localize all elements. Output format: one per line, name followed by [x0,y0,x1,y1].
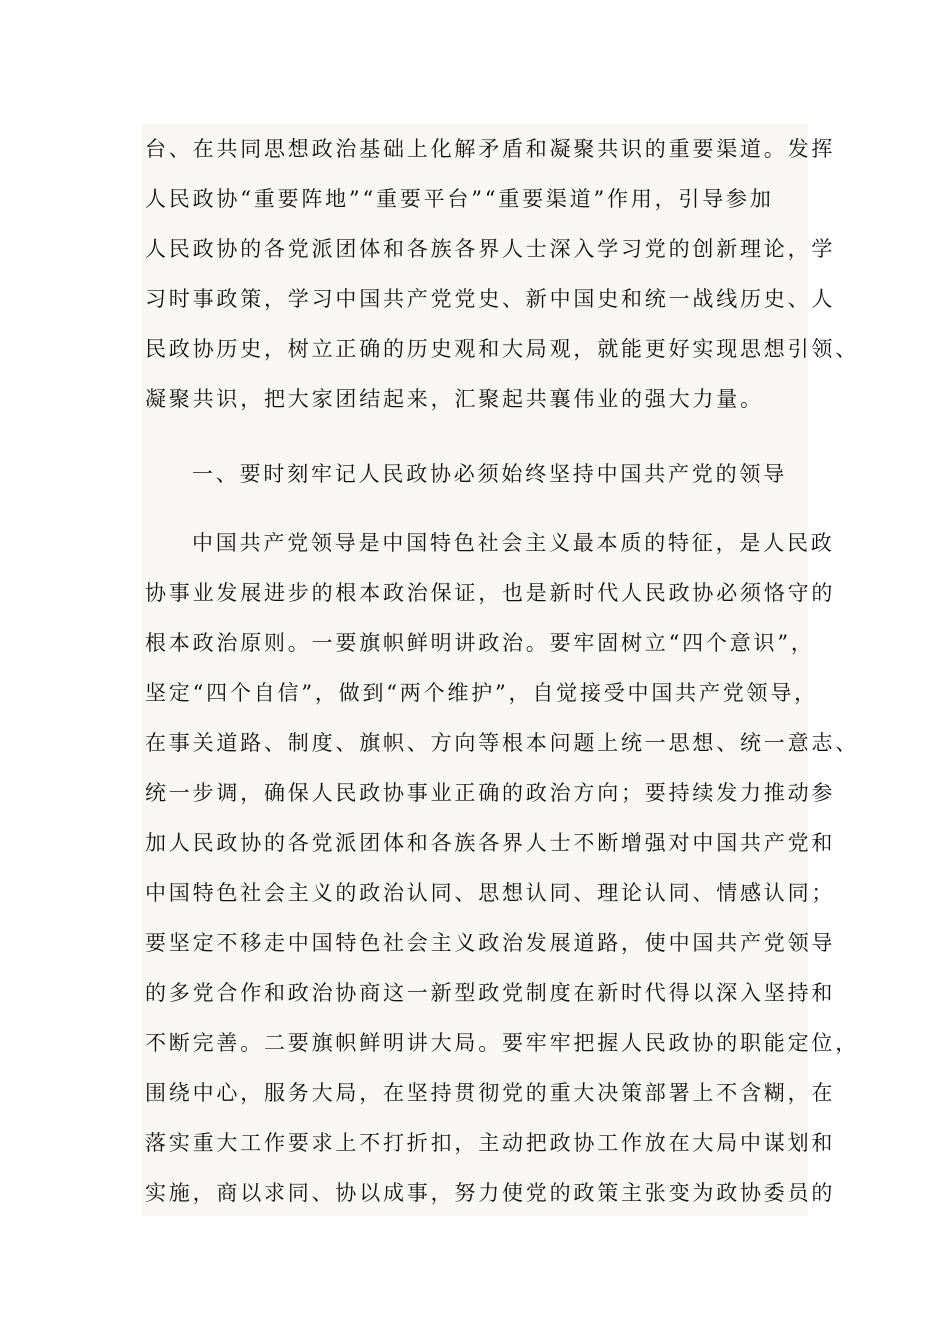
text-line: 凝聚共识，把大家团结起来，汇聚起共襄伟业的强大力量。 [145,387,764,411]
text-line: 协事业发展进步的根本政治保证，也是新时代人民政协必须恪守的 [145,581,836,605]
text-line: 习时事政策，学习中国共产党党史、新中国史和统一战线历史、人 [145,287,836,311]
text-line: 要坚定不移走中国特色社会主义政治发展道路，使中国共产党领导 [145,931,836,955]
text-line: 加人民政协的各党派团体和各族各界人士不断增强对中国共产党和 [145,831,836,855]
section-heading: 一、要时刻牢记人民政协必须始终坚持中国共产党的领导 [192,462,787,486]
text-line: 的多党合作和政治协商这一新型政党制度在新时代得以深入坚持和 [145,981,836,1005]
text-line: 坚定“四个自信”，做到“两个维护”，自觉接受中国共产党领导， [145,681,818,705]
text-line: 围绕中心，服务大局，在坚持贯彻党的重大决策部署上不含糊，在 [145,1081,836,1105]
text-line: 中国特色社会主义的政治认同、思想认同、理论认同、情感认同； [145,881,836,905]
text-line: 台、在共同思想政治基础上化解矛盾和凝聚共识的重要渠道。发挥 [145,137,836,161]
text-line: 人民政协的各党派团体和各族各界人士深入学习党的创新理论，学 [145,237,836,261]
text-line: 不断完善。二要旗帜鲜明讲大局。要牢牢把握人民政协的职能定位， [145,1031,859,1055]
text-line: 统一步调，确保人民政协事业正确的政治方向；要持续发力推动参 [145,781,836,805]
text-line: 人民政协“重要阵地”“重要平台”“重要渠道”作用，引导参加 [145,187,774,211]
text-line: 落实重大工作要求上不打折扣，主动把政协工作放在大局中谋划和 [145,1131,836,1155]
text-line: 在事关道路、制度、旗帜、方向等根本问题上统一思想、统一意志、 [145,731,859,755]
text-line: 实施，商以求同、协以成事，努力使党的政策主张变为政协委员的 [145,1181,836,1205]
text-line: 中国共产党领导是中国特色社会主义最本质的特征，是人民政 [192,531,835,555]
text-line: 民政协历史，树立正确的历史观和大局观，就能更好实现思想引领、 [145,337,859,361]
text-line: 根本政治原则。一要旗帜鲜明讲政治。要牢固树立“四个意识”， [145,631,815,655]
